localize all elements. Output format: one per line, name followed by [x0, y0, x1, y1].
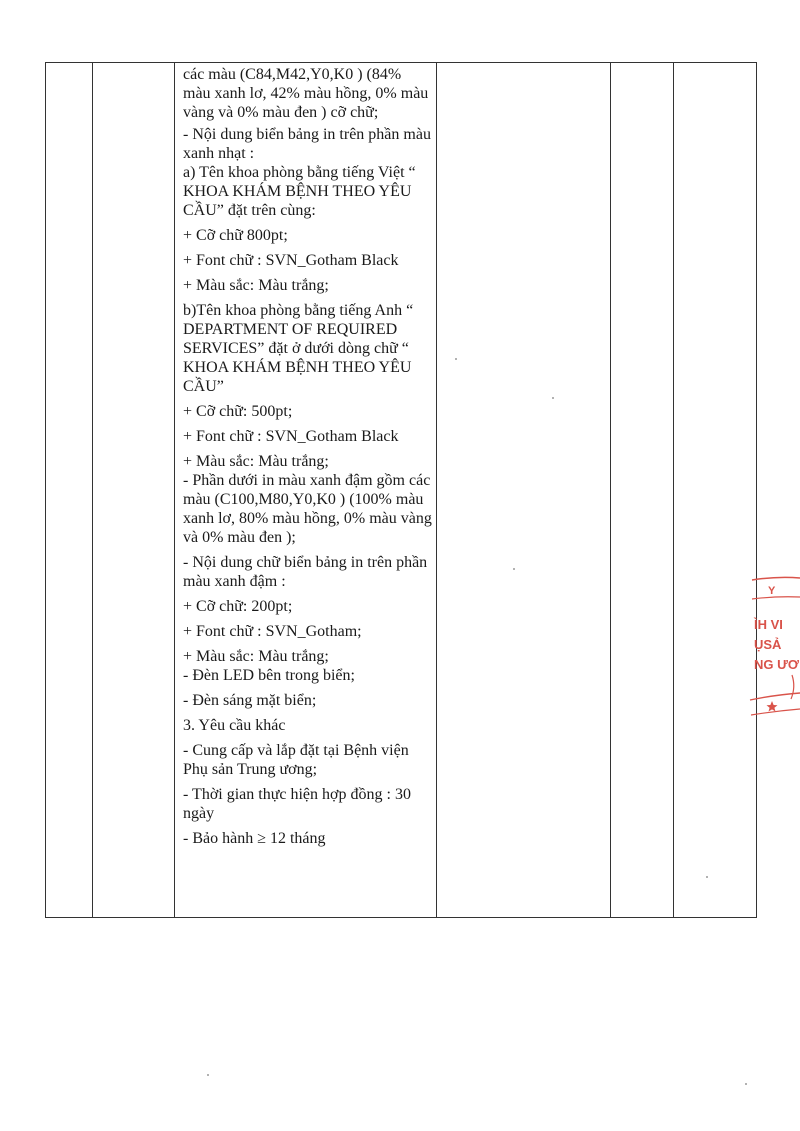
unit-cell	[611, 63, 674, 918]
red-seal-stamp	[748, 575, 800, 723]
seal-text-line: ÌH VI	[754, 617, 783, 632]
table-row	[46, 63, 757, 918]
desc-paragraph: + Màu sắc: Màu trắng;	[183, 277, 329, 294]
desc-paragraph: + Màu sắc: Màu trắng; - Phần dưới in màu xanh đậm gồm các màu (C100,M80,Y0,K0 ) (100% màu xanh lơ, 80% màu hồng, 0% màu vàng và 0% màu đen );	[183, 453, 432, 546]
star-icon	[767, 701, 778, 712]
desc-paragraph: + Cỡ chữ: 200pt;	[183, 598, 293, 615]
scan-speck	[513, 568, 515, 570]
scan-speck	[552, 397, 554, 399]
scan-speck	[455, 358, 457, 360]
seal-text-line: Y	[768, 585, 776, 597]
item-name-cell	[93, 63, 175, 918]
seal-text-line: NG ƯƠ	[754, 657, 799, 672]
desc-paragraph: + Cỡ chữ 800pt;	[183, 227, 288, 244]
desc-paragraph: + Font chữ : SVN_Gotham Black	[183, 428, 399, 445]
desc-paragraph: - Nội dung chữ biển bảng in trên phần màu xanh đậm :	[183, 554, 428, 590]
scan-speck	[207, 1074, 209, 1076]
scan-speck	[745, 1083, 747, 1085]
note-cell	[674, 63, 757, 918]
desc-paragraph: - Thời gian thực hiện hợp đồng : 30 ngày	[183, 786, 411, 822]
seal-graphic	[748, 575, 800, 723]
desc-paragraph: + Cỡ chữ: 500pt;	[183, 403, 293, 420]
desc-paragraph: - Đèn sáng mặt biển;	[183, 692, 317, 709]
description-cell	[175, 63, 437, 918]
desc-paragraph: - Cung cấp và lắp đặt tại Bệnh viện Phụ sản Trung ương;	[183, 742, 409, 778]
quantity-cell	[437, 63, 611, 918]
desc-paragraph: - Bảo hành ≥ 12 tháng	[183, 830, 326, 847]
spec-table	[45, 62, 757, 918]
scan-speck	[706, 876, 708, 878]
desc-paragraph: 3. Yêu cầu khác	[183, 717, 286, 734]
desc-paragraph: + Font chữ : SVN_Gotham;	[183, 623, 362, 640]
seal-text-line: ỤSẢ	[754, 637, 782, 652]
desc-paragraph: - Nội dung biển bảng in trên phần màu xanh nhạt : a) Tên khoa phòng bằng tiếng Việt “ KHOA KHÁM BỆNH THEO YÊU CẦU” đặt trên cùng:	[183, 126, 431, 219]
desc-paragraph: + Màu sắc: Màu trắng; - Đèn LED bên trong biển;	[183, 648, 355, 684]
stt-cell	[46, 63, 93, 918]
desc-paragraph: các màu (C84,M42,Y0,K0 ) (84% màu xanh lơ, 42% màu hồng, 0% màu vàng và 0% màu đen ) cỡ chữ;	[183, 66, 429, 121]
desc-paragraph: + Font chữ : SVN_Gotham Black	[183, 252, 399, 269]
desc-paragraph: b)Tên khoa phòng bằng tiếng Anh “ DEPARTMENT OF REQUIRED SERVICES” đặt ở dưới dòng chữ “ KHOA KHÁM BỆNH THEO YÊU CẦU”	[183, 302, 414, 395]
